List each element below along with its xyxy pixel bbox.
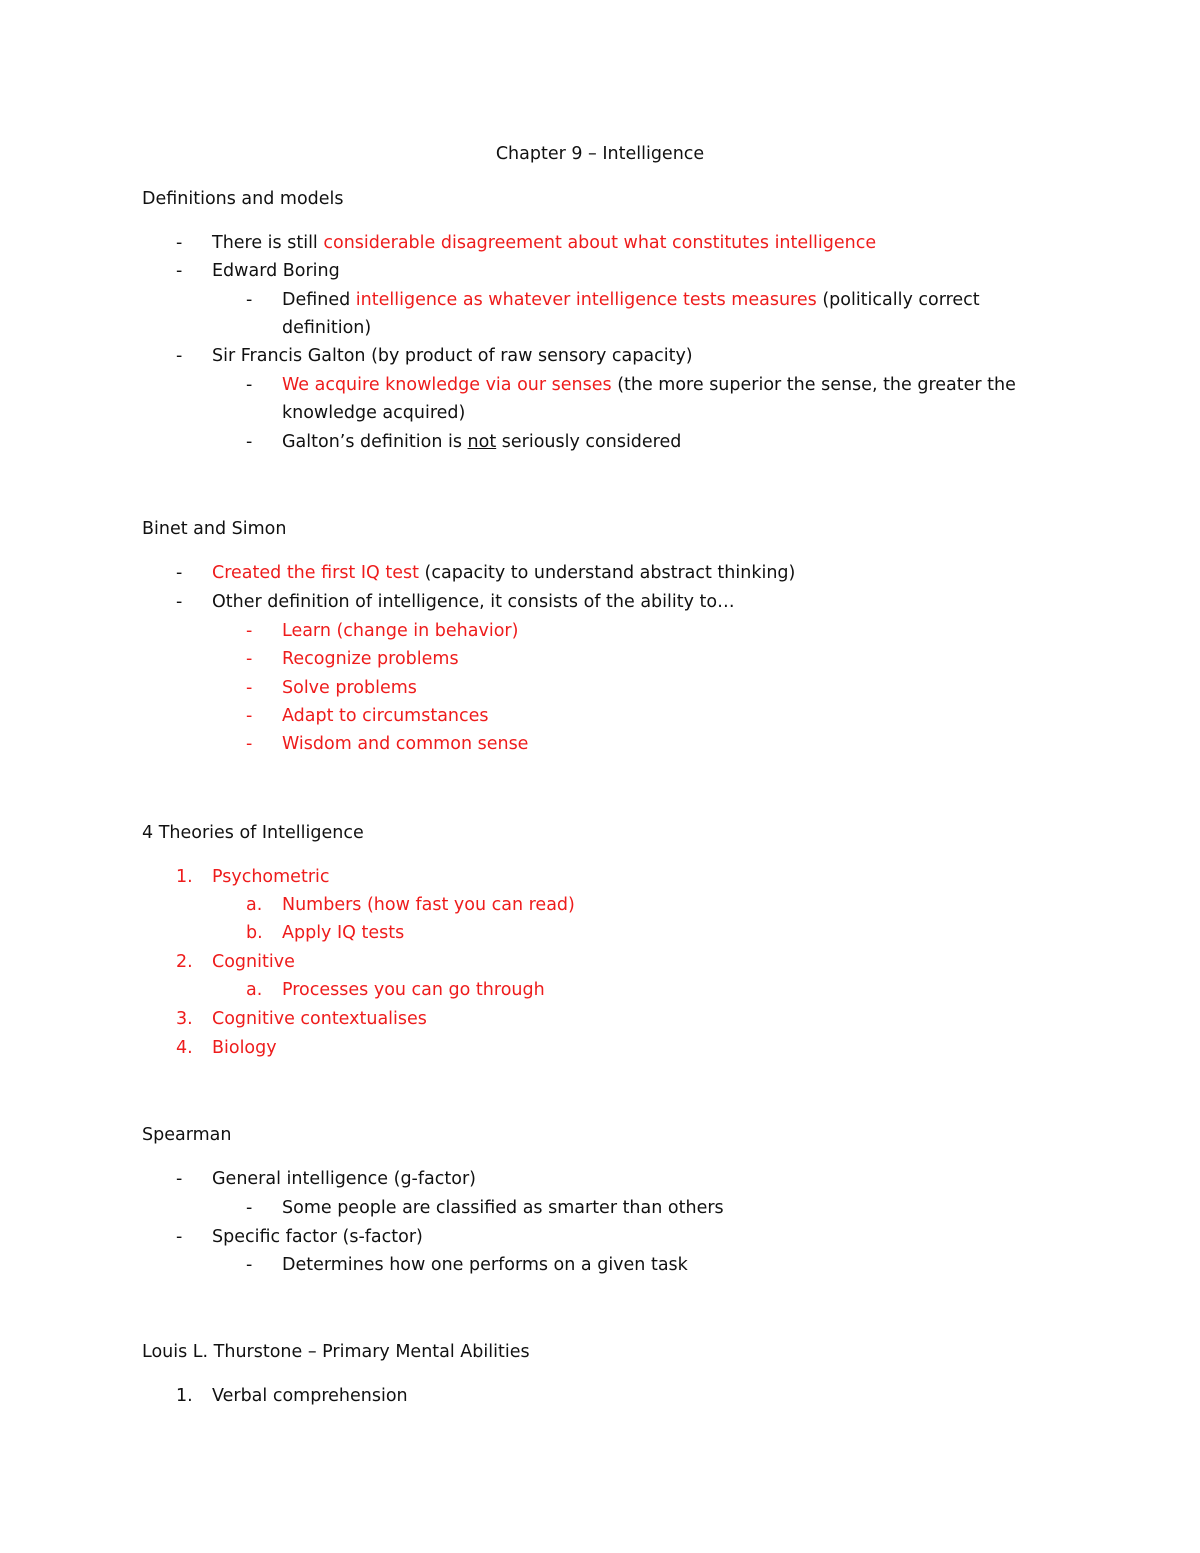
list-item-cognitive-contextualises: Cognitive contextualises (212, 1009, 427, 1029)
list-item-s-factor: Specific factor (s-factor) (212, 1227, 423, 1247)
item-text: Defined (282, 290, 356, 310)
underlined-text: not (467, 432, 497, 452)
list-item-g-factor: General intelligence (g-factor) (212, 1169, 476, 1189)
bullet-dash: - (176, 233, 183, 253)
sub-item-recognize: Recognize problems (282, 649, 459, 669)
item-text: (the more superior the sense, the greater the (611, 375, 1016, 395)
bullet-dash: - (176, 1169, 183, 1189)
bullet-dash: - (246, 621, 253, 641)
highlight-text: considerable disagreement about what constitutes intelligence (323, 233, 877, 253)
section-heading-definitions: Definitions and models (142, 189, 344, 209)
list-letter: a. (246, 895, 263, 915)
list-item-cognitive: Cognitive (212, 952, 295, 972)
highlight-text: intelligence as whatever intelligence tests measures (355, 290, 817, 310)
sub-item-smarter: Some people are classified as smarter than others (282, 1198, 724, 1218)
bullet-dash: - (176, 592, 183, 612)
bullet-dash: - (176, 346, 183, 366)
bullet-dash: - (176, 563, 183, 583)
bullet-dash: - (246, 375, 253, 395)
list-number: 4. (176, 1038, 193, 1058)
sub-item-adapt: Adapt to circumstances (282, 706, 489, 726)
section-heading-theories: 4 Theories of Intelligence (142, 823, 364, 843)
bullet-dash: - (246, 1255, 253, 1275)
list-number: 2. (176, 952, 193, 972)
list-item-verbal-comprehension: Verbal comprehension (212, 1386, 408, 1406)
bullet-dash: - (246, 706, 253, 726)
section-heading-thurstone: Louis L. Thurstone – Primary Mental Abilities (142, 1342, 530, 1362)
sub-item-galton-not-considered (282, 431, 681, 453)
list-item-other-definition: Other definition of intelligence, it consists of the ability to… (212, 592, 735, 612)
sub-item-continuation: definition) (282, 318, 372, 338)
sub-item-performs: Determines how one performs on a given task (282, 1255, 688, 1275)
item-text: (politically correct (816, 290, 980, 310)
item-text: There is still (212, 233, 324, 253)
list-item-edward-boring: Edward Boring (212, 261, 340, 281)
list-item-disagreement (212, 232, 876, 254)
item-text: Galton’s definition is (282, 432, 468, 452)
bullet-dash: - (246, 1198, 253, 1218)
list-item-first-iq-test (212, 562, 795, 584)
list-item-psychometric: Psychometric (212, 867, 330, 887)
sub-item-solve: Solve problems (282, 678, 417, 698)
highlight-text: We acquire knowledge via our senses (282, 375, 612, 395)
bullet-dash: - (246, 734, 253, 754)
list-item-biology: Biology (212, 1038, 277, 1058)
section-heading-binet-simon: Binet and Simon (142, 519, 287, 539)
list-number: 1. (176, 867, 193, 887)
list-letter: a. (246, 980, 263, 1000)
bullet-dash: - (176, 261, 183, 281)
page-title: Chapter 9 – Intelligence (495, 144, 705, 164)
list-number: 1. (176, 1386, 193, 1406)
sub-item-continuation: knowledge acquired) (282, 403, 466, 423)
highlight-text: Created the first IQ test (212, 563, 419, 583)
bullet-dash: - (246, 432, 253, 452)
section-heading-spearman: Spearman (142, 1125, 232, 1145)
list-letter: b. (246, 923, 263, 943)
sub-item-wisdom: Wisdom and common sense (282, 734, 529, 754)
bullet-dash: - (246, 290, 253, 310)
list-item-galton: Sir Francis Galton (by product of raw sensory capacity) (212, 346, 693, 366)
sub-item-processes: Processes you can go through (282, 980, 545, 1000)
bullet-dash: - (176, 1227, 183, 1247)
item-text: (capacity to understand abstract thinking) (418, 563, 796, 583)
bullet-dash: - (246, 678, 253, 698)
sub-item-apply-iq: Apply IQ tests (282, 923, 405, 943)
sub-item-boring-definition (282, 289, 980, 311)
item-text: seriously considered (496, 432, 682, 452)
sub-item-senses (282, 374, 1016, 396)
list-number: 3. (176, 1009, 193, 1029)
bullet-dash: - (246, 649, 253, 669)
sub-item-learn: Learn (change in behavior) (282, 621, 519, 641)
sub-item-numbers: Numbers (how fast you can read) (282, 895, 575, 915)
